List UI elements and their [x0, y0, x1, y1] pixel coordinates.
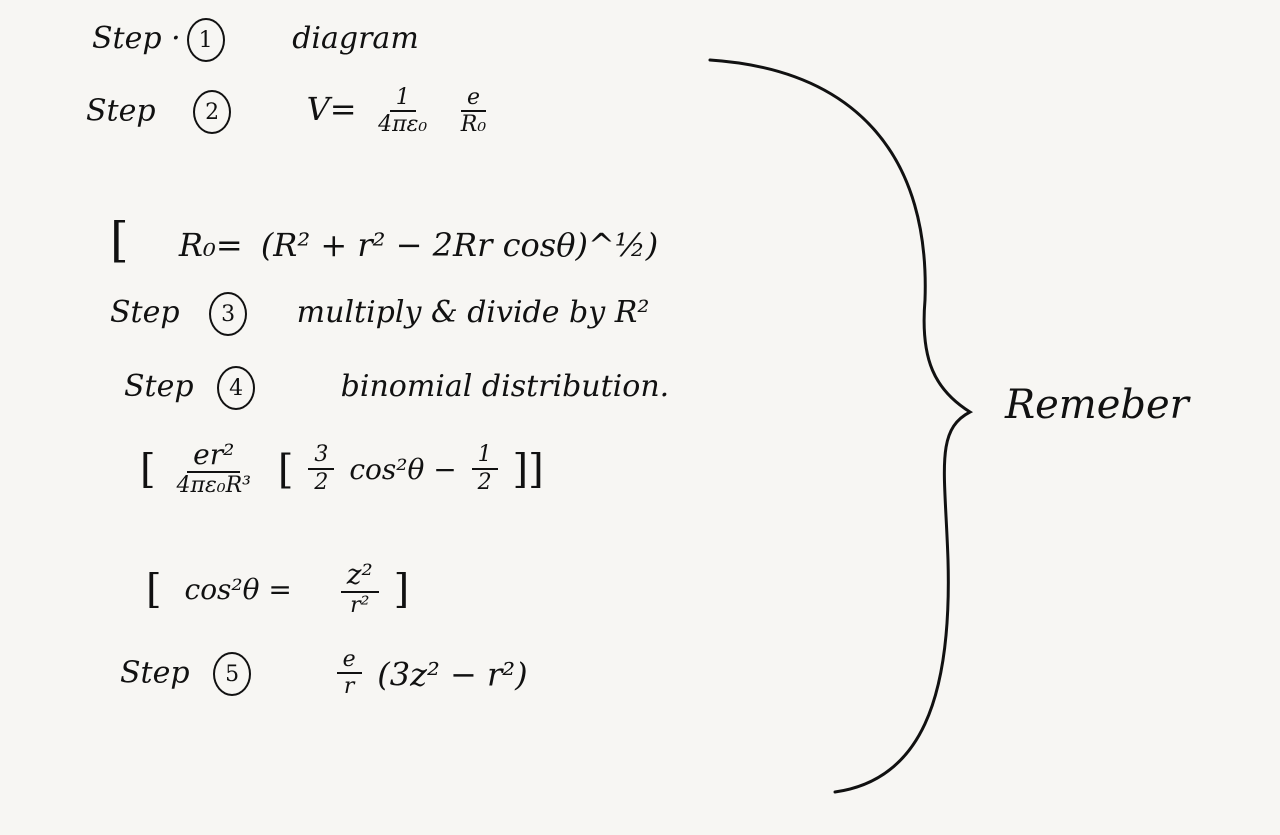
step-1-text: diagram	[292, 21, 419, 56]
step-label: Step	[92, 21, 162, 56]
fraction-denominator: 4πε₀R³	[176, 472, 251, 498]
close-bracket: ]	[393, 566, 410, 613]
fraction-numerator: er²	[187, 440, 240, 473]
step-label: Step	[110, 295, 180, 330]
inner-open-bracket: [	[277, 446, 294, 493]
step-label: Step	[86, 93, 156, 129]
step-4-text: binomial distribution.	[340, 369, 670, 404]
r0-lhs: R₀=	[178, 226, 243, 264]
step-number-badge: 1	[187, 18, 225, 62]
cos-squared-lhs: cos²θ =	[184, 573, 292, 607]
fraction-denominator: R₀	[460, 112, 487, 138]
side-note-remember: Remeber	[1005, 382, 1189, 428]
step-number-badge: 4	[217, 366, 255, 410]
fraction-denominator: 4πε₀	[378, 112, 428, 138]
open-bracket: [	[140, 446, 156, 493]
step-number-badge: 3	[209, 292, 247, 336]
potential-lhs: V=	[306, 90, 357, 129]
cos-squared-term: cos²θ −	[349, 453, 457, 487]
step-5-expression: (3z² − r²)	[377, 655, 528, 694]
fraction-denominator: r	[343, 674, 355, 700]
fraction-numerator: 1	[390, 86, 416, 112]
close-brackets: ]]	[512, 446, 544, 493]
fraction-numerator: z²	[341, 560, 379, 593]
fraction-numerator: 3	[308, 443, 334, 469]
fraction-denominator: 2	[477, 469, 492, 495]
r0-rhs: (R² + r² − 2Rr cosθ)^½)	[260, 226, 659, 264]
open-bracket: [	[146, 566, 162, 613]
step-label: Step	[120, 655, 190, 691]
step-3-text: multiply & divide by R²	[296, 295, 650, 330]
open-bracket: [	[110, 212, 129, 268]
step-1-line: Step · 1 diagram	[92, 18, 419, 62]
step-label: Step	[124, 369, 194, 404]
step-number-badge: 2	[193, 90, 231, 134]
fraction-numerator: e	[337, 648, 362, 674]
fraction-numerator: 1	[472, 443, 498, 469]
step-number-badge: 5	[213, 652, 251, 696]
fraction-numerator: e	[461, 86, 486, 112]
fraction-denominator: r²	[350, 592, 370, 618]
fraction-denominator: 2	[314, 469, 329, 495]
